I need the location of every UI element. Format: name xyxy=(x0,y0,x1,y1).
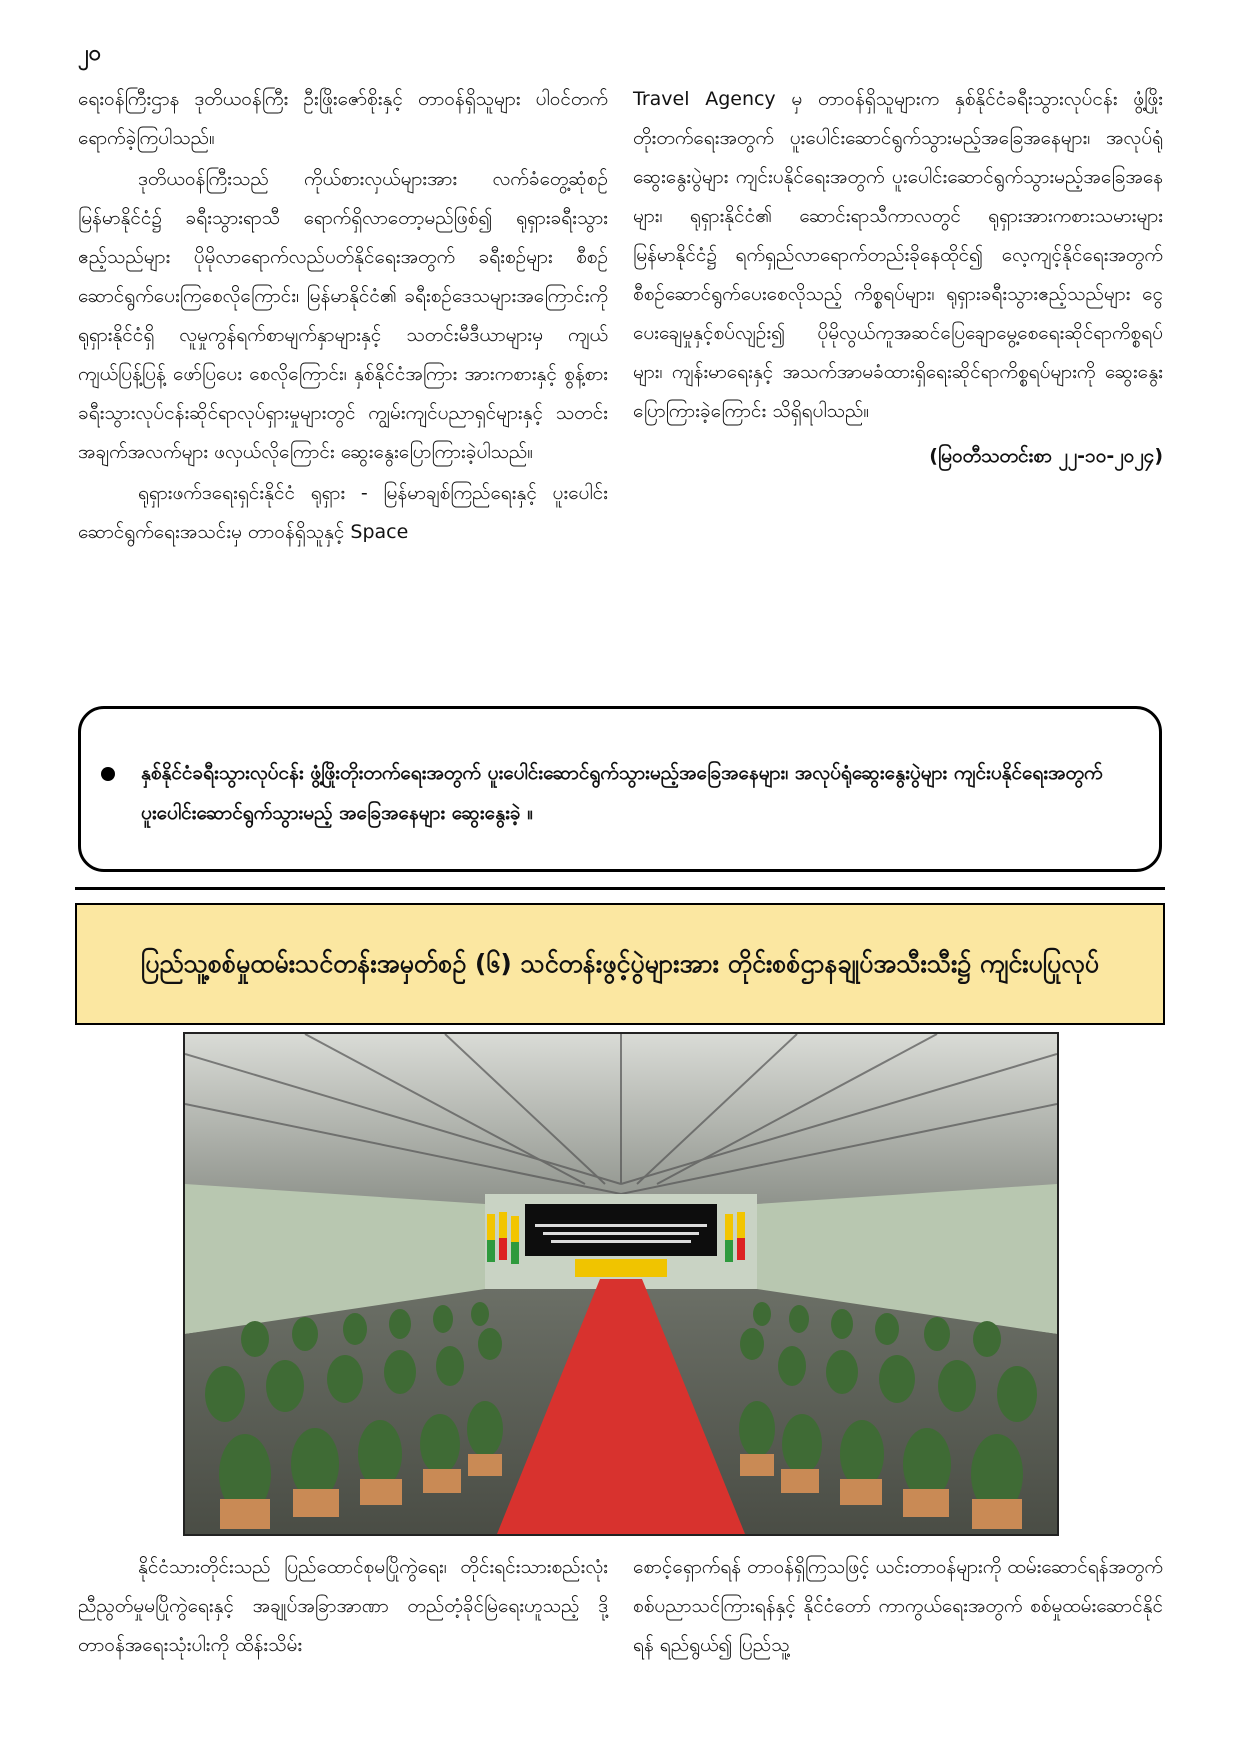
headline-text: ပြည်သူ့စစ်မှုထမ်းသင်တန်းအမှတ်စဉ် (၆) သင်တန်းဖွင့်ပွဲများအား တိုင်းစစ်ဌာနချုပ်အသီးသီး၌ ကျင်းပပြုလုပ် xyxy=(141,949,1099,978)
section-divider xyxy=(75,887,1165,890)
ceremony-photo-illustration xyxy=(185,1034,1057,1534)
page-number: ၂၀ xyxy=(78,41,102,66)
headline-banner xyxy=(75,903,1165,1025)
stage-banner xyxy=(525,1204,717,1256)
article-left-column xyxy=(78,80,608,554)
article-right-column xyxy=(633,80,1163,476)
bullet-icon xyxy=(101,767,115,781)
podium-table xyxy=(575,1259,667,1277)
paragraph: စောင့်ရှောက်ရန် တာဝန်ရှိကြသဖြင့် ယင်းတာဝန်များကို ထမ်းဆောင်ရန်အတွက် စစ်ပညာသင်ကြားရန်နှင့် နိုင်ငံတော် ကာကွယ်ရေးအတွက် စစ်မှုထမ်းဆောင်နိုင်ရန် ရည်ရွယ်၍ ပြည်သူ့ xyxy=(633,1556,1164,1656)
article-bottom-left-column xyxy=(78,1548,608,1667)
news-source: (မြဝတီသတင်းစာ ၂၂-၁၀-၂၀၂၄) xyxy=(929,445,1163,467)
paragraph: ရုရှားဖက်ဒရေးရှင်းနိုင်ငံ ရုရှား - မြန်မာချစ်ကြည်ရေးနှင့် ပူးပေါင်းဆောင်ရွက်ရေးအသင်းမှ တာဝန်ရှိသူနှင့် Space xyxy=(78,482,608,543)
paragraph: နိုင်ငံသားတိုင်းသည် ပြည်ထောင်စုမပြိုကွဲရေး၊ တိုင်းရင်းသားစည်းလုံးညီညွတ်မှုမပြိုကွဲရေးနှင့် အချုပ်အခြာအာဏာ တည်တံ့ခိုင်မြဲရေးဟူသည့် ဒို့တာဝန်အရေးသုံးပါးကို ထိန်းသိမ်း xyxy=(78,1556,608,1656)
paragraph: Travel Agency မှ တာဝန်ရှိသူများက နှစ်နိုင်ငံခရီးသွားလုပ်ငန်း ဖွံ့ဖြိုးတိုးတက်ရေးအတွက် ပူးပေါင်းဆောင်ရွက်သွားမည့်အခြေအနေများ၊ အလုပ်ရုံဆွေးနွေးပွဲများ ကျင်းပနိုင်ရေးအတွက် ပူးပေါင်းဆောင်ရွက်သွားမည့်အခြေအနေများ၊ ရုရှားနိုင်ငံ၏ ဆောင်းရာသီကာလတွင် ရုရှားအားကစားသမားများ မြန်မာနိုင်ငံ၌ ရက်ရှည်လာရောက်တည်းခိုနေထိုင်၍ လေ့ကျင့်နိုင်ရေးအတွက် စီစဉ်ဆောင်ရွက်ပေးစေလိုသည့် ကိစ္စရပ်များ၊ ရုရှားခရီးသွားဧည့်သည်များ ငွေပေးချေမှုနှင့်စပ်လျဉ်း၍ ပိုမိုလွယ်ကူအဆင်ပြေချောမွေ့စေရေးဆိုင်ရာကိစ္စရပ်များ၊ ကျန်းမာရေးနှင့် အသက်အာမခံထားရှိရေးဆိုင်ရာကိစ္စရပ်များကို ဆွေးနွေးပြောကြားခဲ့ကြောင်း သိရှိရပါသည်။ xyxy=(633,88,1163,422)
paragraph: ဒုတိယဝန်ကြီးသည် ကိုယ်စားလှယ်များအား လက်ခံတွေ့ဆုံစဉ် မြန်မာနိုင်ငံ၌ ခရီးသွားရာသီ ရောက်ရှိလာတော့မည်ဖြစ်၍ ရုရှားခရီးသွားဧည့်သည်များ ပိုမိုလာရောက်လည်ပတ်နိုင်ရေးအတွက် ခရီးစဉ်များ စီစဉ်ဆောင်ရွက်ပေးကြစေလိုကြောင်း၊ မြန်မာနိုင်ငံ၏ ခရီးစဉ်ဒေသများအကြောင်းကို ရုရှားနိုင်ငံရှိ လူမှုကွန်ရက်စာမျက်နှာများနှင့် သတင်းမီဒီယာများမှ ကျယ်ကျယ်ပြန့်ပြန့် ဖော်ပြပေး စေလိုကြောင်း၊ နှစ်နိုင်ငံအကြား အားကစားနှင့် စွန့်စားခရီးသွားလုပ်ငန်းဆိုင်ရာလုပ်ရှားမှုများတွင် ကျွမ်းကျင်ပညာရှင်များနှင့် သတင်းအချက်အလက်များ ဖလှယ်လိုကြောင်း ဆွေးနွေးပြောကြားခဲ့ပါသည်။ xyxy=(78,168,608,463)
paragraph: ရေးဝန်ကြီးဌာန ဒုတိယဝန်ကြီး ဦးဖြိုးဇော်စိုးနှင့် တာဝန်ရှိသူများ ပါဝင်တက်ရောက်ခဲ့ကြပါသည်။ xyxy=(78,88,608,149)
highlight-box xyxy=(78,706,1162,872)
article-bottom-right-column xyxy=(633,1548,1163,1667)
highlight-text: နှစ်နိုင်ငံခရီးသွားလုပ်ငန်း ဖွံ့ဖြိုးတိုးတက်ရေးအတွက် ပူးပေါင်းဆောင်ရွက်သွားမည့်အခြေအနေများ၊ အလုပ်ရုံဆွေးနွေးပွဲများ ကျင်းပနိုင်ရေးအတွက် ပူးပေါင်းဆောင်ရွက်သွားမည့် အခြေအနေများ ဆွေးနွေးခဲ့ ။ xyxy=(141,762,1103,824)
ceremony-photo xyxy=(183,1032,1059,1536)
